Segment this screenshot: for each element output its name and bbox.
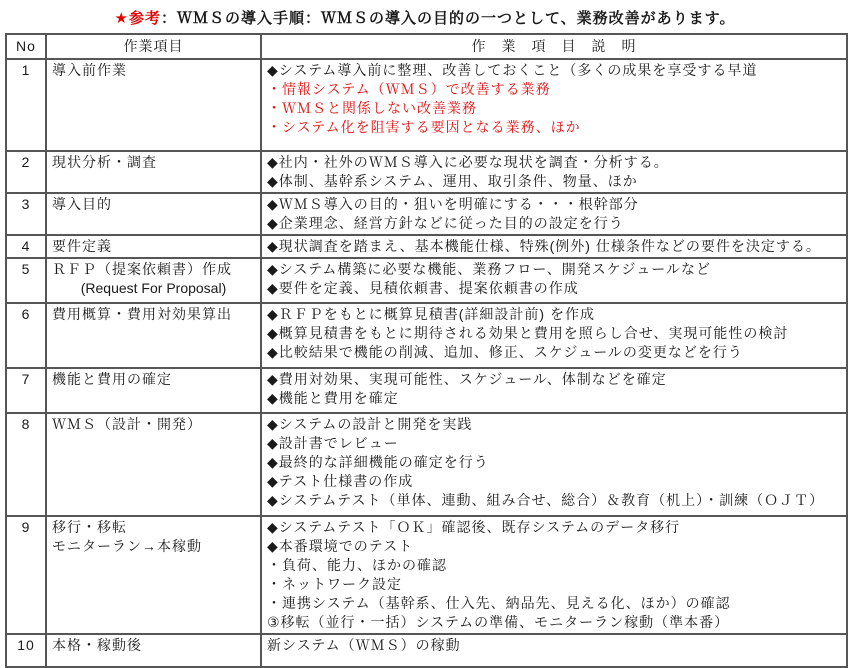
description-line: ・ネットワーク設定 [267, 576, 402, 592]
work-item-line: 現状分析・調査 [52, 154, 157, 170]
work-item-line: 導入前作業 [52, 62, 127, 78]
table-row [6, 516, 847, 634]
work-item-line: ＷＭＳ（設計・開発） [52, 416, 202, 432]
description-line: ◆設計書でレビュー [267, 435, 399, 451]
table-row [6, 235, 847, 258]
description-line: ◆概算見積書をもとに期待される効果と費用を照らし合せ、実現可能性の検討 [267, 325, 789, 341]
table-row [6, 413, 847, 516]
table-header-row [6, 34, 847, 59]
description-line: ・システム化を阻害する要因となる業務、ほか [267, 119, 581, 135]
description-cell [261, 303, 847, 368]
description-line: ・負荷、能力、ほかの確認 [267, 557, 447, 573]
table-row [6, 193, 847, 235]
description-cell [261, 59, 847, 151]
row-number: 3 [6, 193, 46, 235]
description-line: 新システム（ＷＭＳ）の稼動 [267, 637, 461, 653]
description-cell [261, 413, 847, 516]
row-number: 4 [6, 235, 46, 258]
page-title-text: ：ＷＭＳの導入手順：ＷＭＳの導入の目的の一つとして、業務改善があります。 [160, 10, 736, 27]
description-line: ◆システム導入前に整理、改善しておくこと（多くの成果を享受する早道 [267, 62, 758, 78]
description-line: ・ＷＭＳと関係しない改善業務 [267, 100, 477, 116]
description-line: ◆システム構築に必要な機能、業務フロー、開発スケジュールなど [267, 261, 711, 277]
description-line: ③移転（並行・一括）システムの準備、モニターラン稼動（準本番） [267, 614, 730, 630]
work-item-line: 要件定義 [52, 238, 112, 254]
work-item-line: (Request For Proposal) [80, 280, 227, 296]
description-cell [261, 193, 847, 235]
work-item-cell [46, 303, 261, 368]
work-item-cell [46, 151, 261, 193]
description-line: ◆現状調査を踏まえ、基本機能仕様、特殊(例外) 仕様条件などの要件を決定する。 [267, 238, 821, 254]
row-number: 8 [6, 413, 46, 516]
description-line: ◆最終的な詳細機能の確定を行う [267, 454, 489, 470]
table-row [6, 258, 847, 303]
work-item-cell [46, 413, 261, 516]
row-number: 7 [6, 368, 46, 413]
description-line: ・連携システム（基幹系、仕入先、納品先、見える化、ほか）の確認 [267, 595, 731, 611]
row-number: 9 [6, 516, 46, 634]
description-line: ・情報システム（ＷＭＳ）で改善する業務 [267, 81, 551, 97]
description-line: ◆ＷＭＳ導入の目的・狙いを明確にする・・・根幹部分 [267, 196, 639, 212]
description-line: ◆体制、基幹系システム、運用、取引条件、物量、ほか [267, 173, 638, 189]
description-line: ◆テスト仕様書の作成 [267, 473, 414, 489]
description-cell [261, 634, 847, 667]
work-item-cell [46, 59, 261, 151]
work-item-cell [46, 258, 261, 303]
work-item-cell [46, 634, 261, 667]
description-line: ◆機能と費用を確定 [267, 390, 399, 406]
row-number: 2 [6, 151, 46, 193]
row-number: 5 [6, 258, 46, 303]
work-item-line: 移行・移転 [52, 519, 127, 535]
description-line: ◆企業理念、経営方針などに従った目的の設定を行う [267, 215, 624, 231]
description-cell [261, 368, 847, 413]
work-item-cell [46, 368, 261, 413]
row-number: 6 [6, 303, 46, 368]
description-cell [261, 516, 847, 634]
description-line: ◆ＲＦＰをもとに概算見積書(詳細設計前) を作成 [267, 306, 595, 322]
table-row [6, 368, 847, 413]
description-line: ◆システムテスト「ＯＫ」確認後、既存システムのデータ移行 [267, 519, 681, 535]
table-row [6, 303, 847, 368]
work-item-line: ＲＦＰ（提案依頼書）作成 [52, 261, 232, 277]
table-row [6, 151, 847, 193]
description-line: ◆要件を定義、見積依頼書、提案依頼書の作成 [267, 280, 579, 296]
table-row [6, 59, 847, 151]
description-cell [261, 235, 847, 258]
page-title-marker: ★参考 [114, 10, 161, 27]
column-header-item: 作業項目 [46, 34, 261, 59]
description-line: ◆システムテスト（単体、連動、組み合せ、総合）＆教育（机上）・訓練（ＯＪＴ） [267, 492, 825, 508]
work-item-line: 機能と費用の確定 [52, 371, 172, 387]
work-item-cell [46, 516, 261, 634]
description-line: ◆システムの設計と開発を実践 [267, 416, 473, 432]
work-item-cell [46, 235, 261, 258]
description-cell [261, 151, 847, 193]
work-item-line: 費用概算・費用対効果算出 [52, 306, 232, 322]
description-line: ◆本番環境でのテスト [267, 538, 414, 554]
column-header-no: No [6, 34, 46, 59]
column-header-description: 作 業 項 目 説 明 [261, 34, 847, 59]
page-title [0, 0, 850, 28]
work-item-line: 本格・稼動後 [52, 637, 142, 653]
description-line: ◆比較結果で機能の削減、追加、修正、スケジュールの変更などを行う [267, 344, 743, 360]
work-item-cell [46, 193, 261, 235]
description-line: ◆社内・社外のＷＭＳ導入に必要な現状を調査・分析する。 [267, 154, 669, 170]
work-item-line: モニターラン→本稼動 [52, 538, 202, 554]
table-row [6, 634, 847, 667]
wms-steps-table [5, 33, 848, 668]
work-item-line: 導入目的 [52, 196, 112, 212]
description-cell [261, 258, 847, 303]
row-number: 10 [6, 634, 46, 667]
row-number: 1 [6, 59, 46, 151]
description-line: ◆費用対効果、実現可能性、スケジュール、体制などを確定 [267, 371, 667, 387]
